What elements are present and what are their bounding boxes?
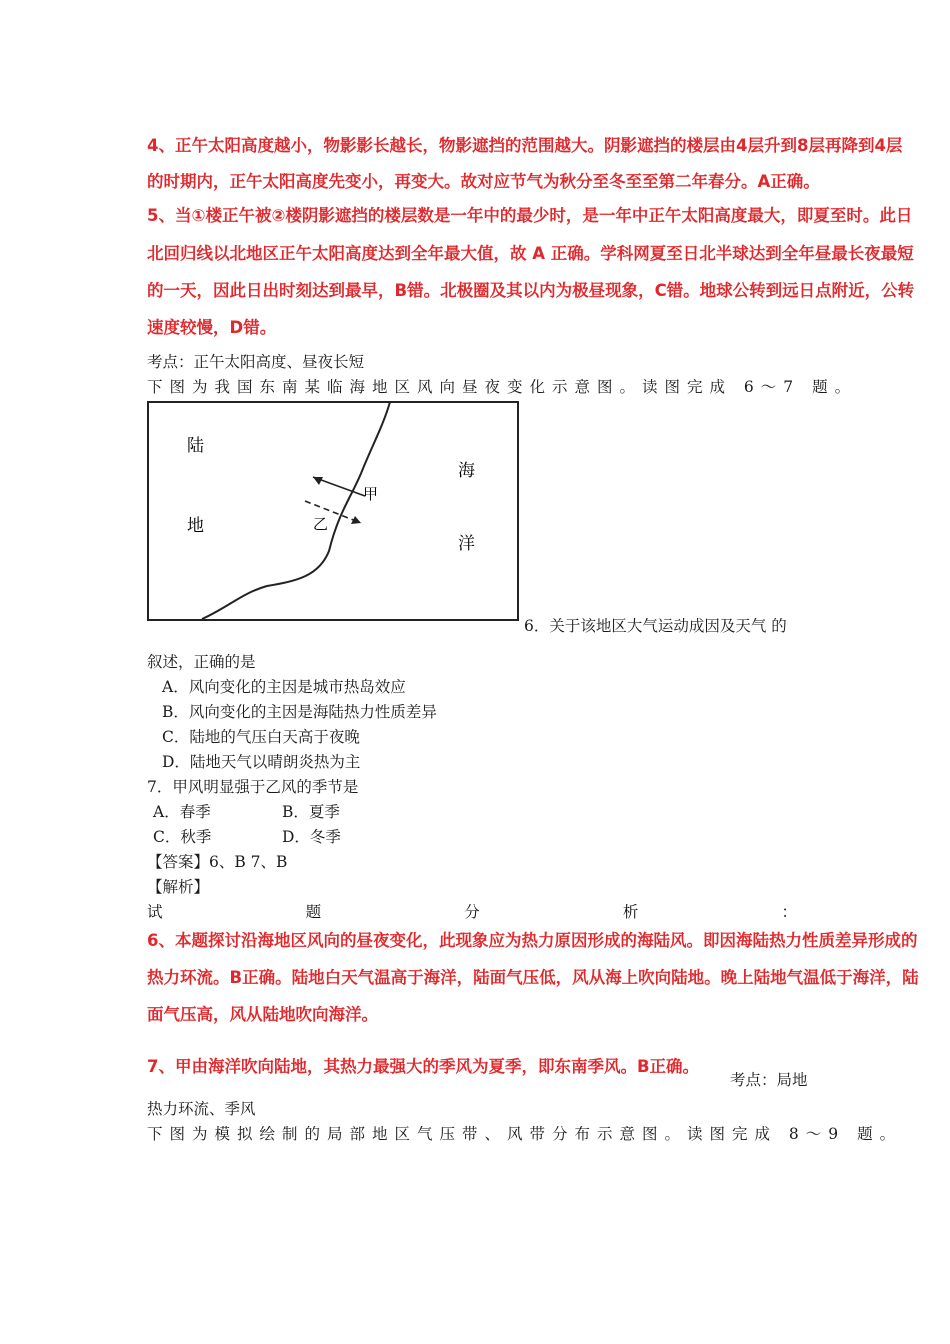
analysis-word-3: 分 [464,903,480,921]
explanation-6-line3: 面气压高，风从陆地吹向海洋。 [147,1005,378,1024]
q6-option-b: B．风向变化的主因是海陆热力性质差异 [162,703,437,721]
q6-option-c: C．陆地的气压白天高于夜晚 [162,728,360,746]
kaodian-1: 考点：正午太阳高度、昼夜长短 [147,353,365,371]
explanation-6-line2: 热力环流。B正确。陆地白天气温高于海洋，陆面气压低，风从海上吹向陆地。晚上陆地气温低于海洋，陆 [147,968,919,987]
explanation-5-line4: 速度较慢，D错。 [147,318,277,337]
q6-option-d: D．陆地天气以晴朗炎热为主 [162,753,361,771]
explanation-5-line2: 北回归线以北地区正午太阳高度达到全年最大值，故 A 正确。学科网夏至日北半球达到全年昼最长夜最短 [147,244,914,263]
explanation-5-line3: 的一天，因此日出时刻达到最早，B错。北极圈及其以内为极昼现象，C错。地球公转到远日点附近，公转 [147,281,915,300]
label-jia: 甲 [363,485,379,503]
sea-label-1: 海 [458,461,475,481]
explanation-4-line1: 4、正午太阳高度越小，物影影长越长，物影遮挡的范围越大。阴影遮挡的楼层由4层升到8层再降到4层 [147,136,903,155]
explanation-7-line1: 7、甲由海洋吹向陆地，其热力最强大的季风为夏季，即东南季风。B正确。 [147,1057,700,1076]
q7-option-d: D．冬季 [282,828,341,846]
q6-stem-part2: 叙述，正确的是 [147,653,256,671]
land-label-2: 地 [187,516,204,536]
kaodian-2-part2: 热力环流、季风 [147,1100,256,1118]
analysis-label: 【解析】 [147,878,210,896]
explanation-5-line1: 5、当①楼正午被②楼阴影遮挡的楼层数是一年中的最少时，是一年中正午太阳高度最大，即夏至时。此日 [147,206,913,225]
q6-option-a: A．风向变化的主因是城市热岛效应 [162,678,406,696]
q7-option-a: A．春季 [153,803,211,821]
q7-option-c: C．秋季 [153,828,212,846]
analysis-word-1: 试 [147,903,163,921]
explanation-4-line2: 的时期内，正午太阳高度先变小，再变大。故对应节气为秋分至冬至至第二年春分。A正确。 [147,172,820,191]
analysis-word-4: 析 [622,903,639,921]
intro-8-9: 下图为模拟绘制的局部地区气压带、风带分布示意图。读图完成 8～9 题。 [147,1125,903,1143]
q7-option-b: B．夏季 [282,803,340,821]
label-yi: 乙 [313,515,329,533]
explanation-6-line1: 6、本题探讨沿海地区风向的昼夜变化，此现象应为热力原因形成的海陆风。即因海陆热力性质差异形成的 [147,931,918,950]
sea-label-2: 洋 [458,534,475,554]
diagram-frame [148,402,518,620]
analysis-word-2: 题 [305,903,322,921]
land-sea-breeze-diagram [147,401,519,621]
q6-stem-part1: 6．关于该地区大气运动成因及天气 的 [524,617,787,635]
kaodian-2-part1: 考点：局地 [730,1071,808,1089]
land-label-1: 陆 [187,436,204,456]
q7-stem: 7．甲风明显强于乙风的季节是 [147,778,359,796]
answer-line: 【答案】6、B 7、B [147,853,288,871]
intro-6-7: 下图为我国东南某临海地区风向昼夜变化示意图。读图完成 6～7 题。 [147,378,858,396]
analysis-word-5: ： [781,903,797,921]
analysis-heading [147,900,797,922]
